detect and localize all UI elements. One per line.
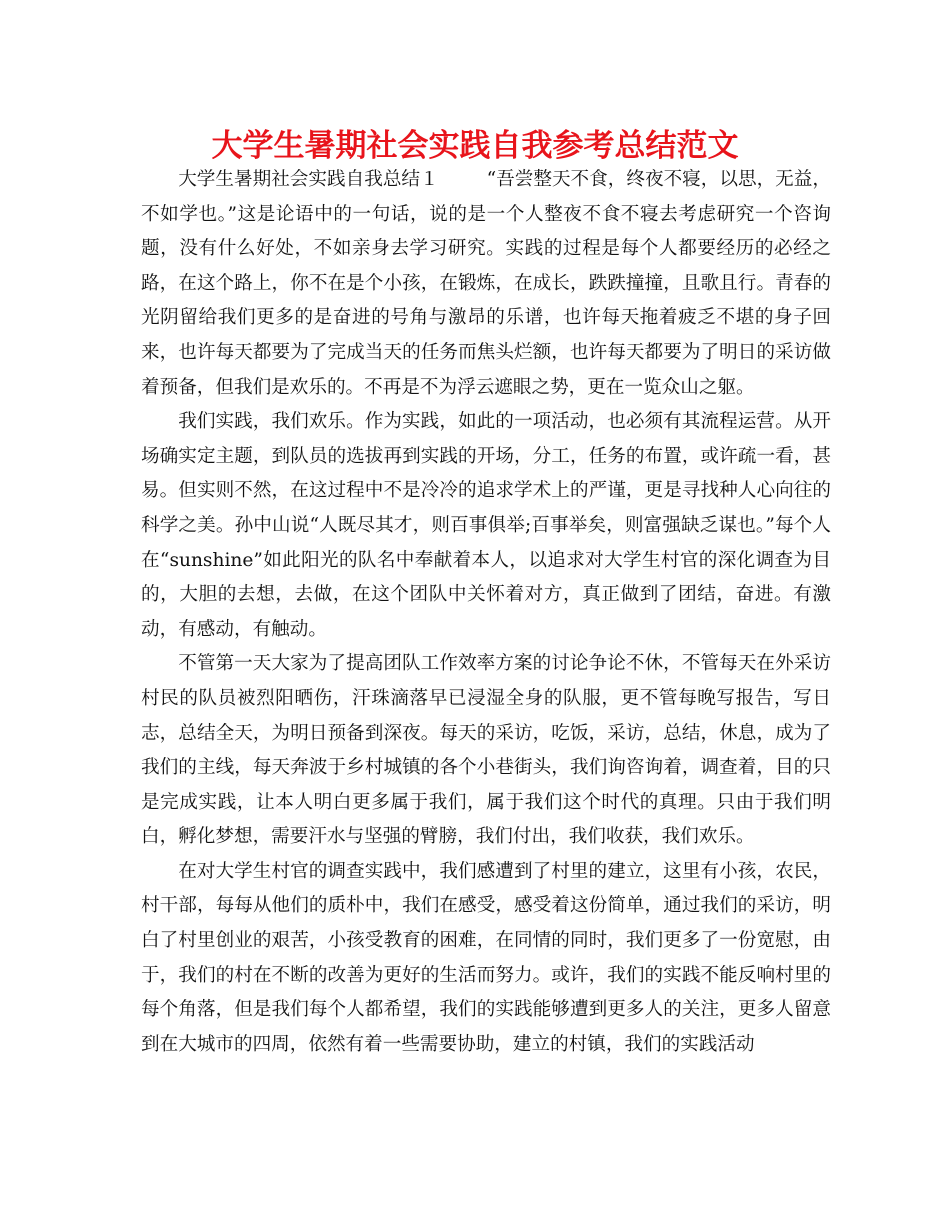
paragraph-1-text: “吾尝整天不食，终夜不寝，以思，无益，不如学也。”这是论语中的一句话，说的是一个人整夜不食不寝去考虑研究一个咨询题，没有什么好处，不如亲身去学习研究。实践的过程是每个人都要经历的必经之路，在这个路上，你不在是个小孩，在锻炼，在成长，跌跌撞撞，且歌且行。青春的光阴留给我们更多的是奋进的号角与激昂的乐谱，也许每天拖着疲乏不堪的身子回来，也许每天都要为了完成当天的任务而焦头烂额，也许每天都要为了明日的采访做着预备，但我们是欢乐的。不再是不为浮云遮眼之势，更在一览众山之躯。 <box>141 169 831 398</box>
paragraph-2: 我们实践，我们欢乐。作为实践，如此的一项活动，也必须有其流程运营。从开场确实定主题，到队员的选拔再到实践的开场，分工，任务的布置，或许疏一看，甚易。但实则不然，在这过程中不是冷冷的追求学术上的严谨，更是寻找种人心向往的科学之美。孙中山说“人既尽其才，则百事俱举;百事举矣，则富强缺乏谋也。”每个人在“sunshine”如此阳光的队名中奉献着本人，以追求对大学生村官的深化调查为目的，大胆的去想，去做，在这个团队中关怀着对方，真正做到了团结，奋进。有激动，有感动，有触动。 <box>141 411 831 640</box>
paragraph-4: 在对大学生村官的调查实践中，我们感遭到了村里的建立，这里有小孩，农民，村干部，每每从他们的质朴中，我们在感受，感受着这份简单，通过我们的采访，明白了村里创业的艰苦，小孩受教育的困难，在同情的同时，我们更多了一份宽慰，由于，我们的村在不断的改善为更好的生活而努力。或许，我们的实践不能反响村里的每个角落，但是我们每个人都希望，我们的实践能够遭到更多人的关注，更多人留意到在大城市的四周，依然有着一些需要协助，建立的村镇，我们的实践活动 <box>141 860 831 1055</box>
inline-heading: 大学生暑期社会实践自我总结１ <box>178 169 439 190</box>
paragraph-3: 不管第一天大家为了提高团队工作效率方案的讨论争论不休，不管每天在外采访村民的队员被烈阳晒伤，汗珠滴落早已浸湿全身的队服，更不管每晚写报告，写日志，总结全天，为明日预备到深夜。每天的采访，吃饭，采访，总结，休息，成为了我们的主线，每天奔波于乡村城镇的各个小巷街头，我们询咨询着，调查着，目的只是完成实践，让本人明白更多属于我们，属于我们这个时代的真理。只由于我们明白，孵化梦想，需要汗水与坚强的臂膀，我们付出，我们收获，我们欢乐。 <box>141 653 831 848</box>
paragraph-1 <box>141 163 831 405</box>
document-title: 大学生暑期社会实践自我参考总结范文 <box>211 128 739 164</box>
document-body <box>141 163 831 1062</box>
